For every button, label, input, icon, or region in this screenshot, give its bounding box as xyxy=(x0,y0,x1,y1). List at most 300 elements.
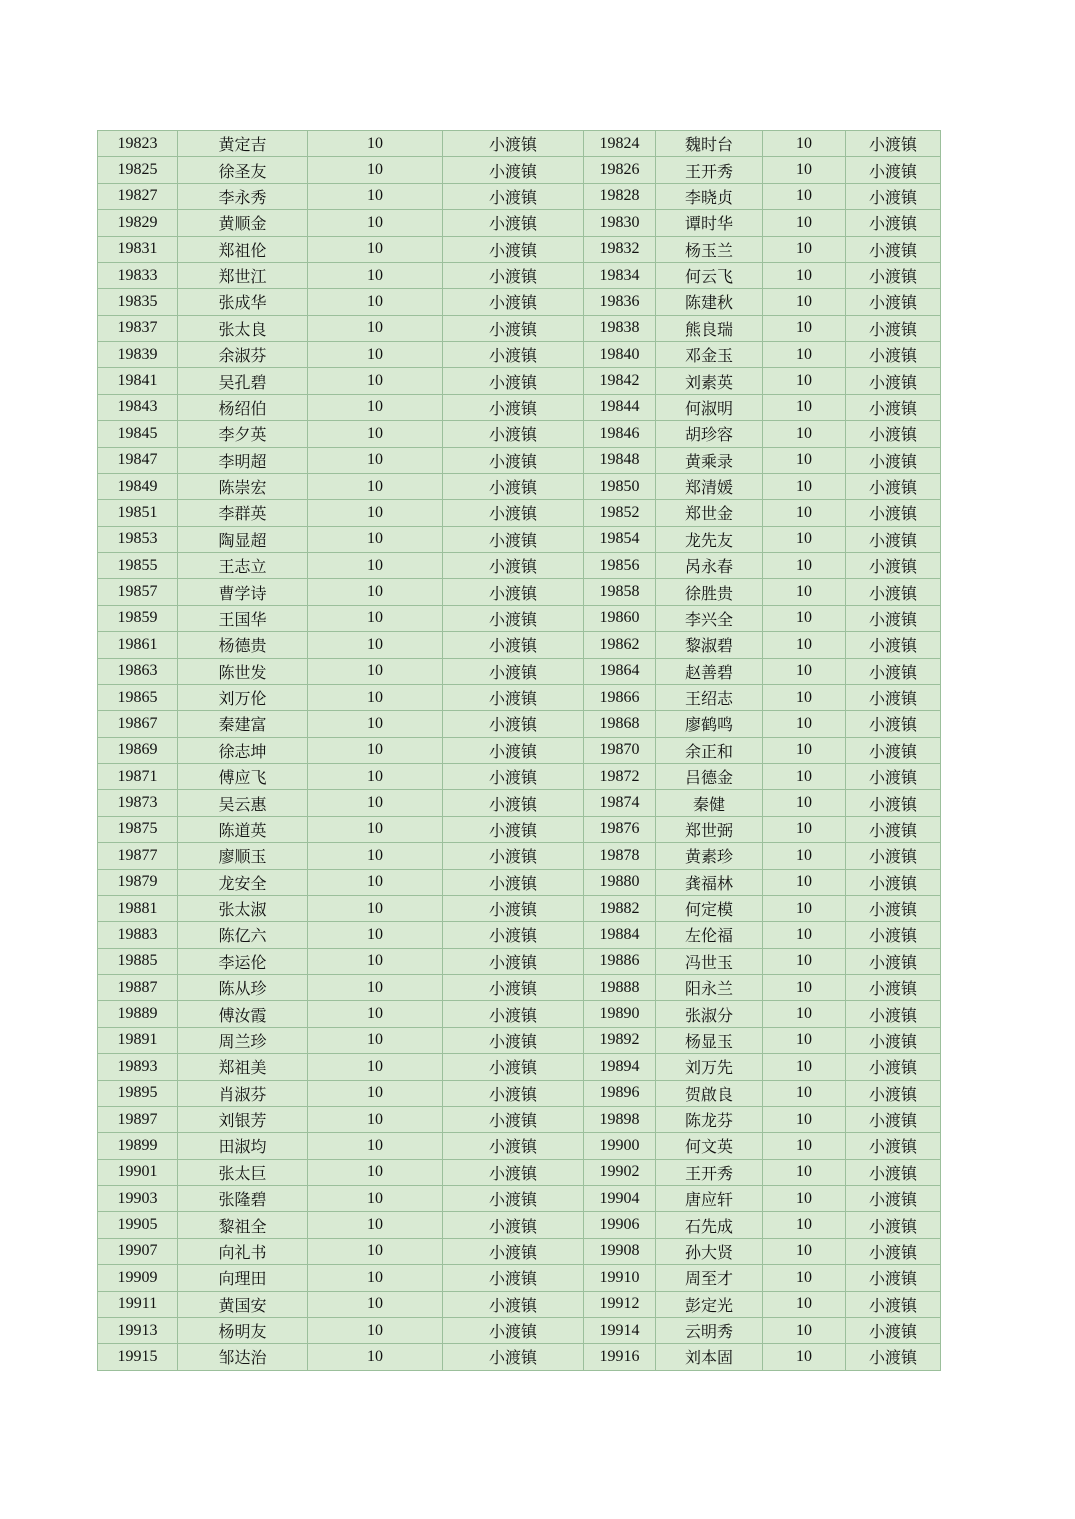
table-row xyxy=(98,684,941,710)
table-row xyxy=(98,1133,941,1159)
town-cell: 小渡镇 xyxy=(443,131,584,157)
amount-cell: 10 xyxy=(763,368,846,394)
town-cell: 小渡镇 xyxy=(443,1106,584,1132)
name-cell: 秦建富 xyxy=(178,711,308,737)
name-cell: 杨显玉 xyxy=(656,1027,763,1053)
name-cell: 王绍志 xyxy=(656,684,763,710)
amount-cell: 10 xyxy=(308,658,443,684)
id-cell: 19872 xyxy=(584,764,656,790)
id-cell: 19849 xyxy=(98,473,178,499)
amount-cell: 10 xyxy=(763,342,846,368)
amount-cell: 10 xyxy=(763,394,846,420)
town-cell: 小渡镇 xyxy=(846,869,941,895)
amount-cell: 10 xyxy=(308,711,443,737)
id-cell: 19890 xyxy=(584,1001,656,1027)
table-row xyxy=(98,1344,941,1370)
town-cell: 小渡镇 xyxy=(443,394,584,420)
table-row xyxy=(98,1212,941,1238)
name-cell: 郑清媛 xyxy=(656,473,763,499)
id-cell: 19844 xyxy=(584,394,656,420)
id-cell: 19880 xyxy=(584,869,656,895)
id-cell: 19869 xyxy=(98,737,178,763)
town-cell: 小渡镇 xyxy=(443,737,584,763)
id-cell: 19903 xyxy=(98,1186,178,1212)
town-cell: 小渡镇 xyxy=(443,764,584,790)
id-cell: 19853 xyxy=(98,526,178,552)
town-cell: 小渡镇 xyxy=(846,236,941,262)
amount-cell: 10 xyxy=(308,1106,443,1132)
table-row xyxy=(98,922,941,948)
id-cell: 19893 xyxy=(98,1054,178,1080)
amount-cell: 10 xyxy=(308,526,443,552)
amount-cell: 10 xyxy=(308,1054,443,1080)
amount-cell: 10 xyxy=(763,289,846,315)
table-row xyxy=(98,658,941,684)
amount-cell: 10 xyxy=(763,1133,846,1159)
town-cell: 小渡镇 xyxy=(443,262,584,288)
town-cell: 小渡镇 xyxy=(443,368,584,394)
id-cell: 19909 xyxy=(98,1265,178,1291)
amount-cell: 10 xyxy=(308,1001,443,1027)
amount-cell: 10 xyxy=(308,183,443,209)
town-cell: 小渡镇 xyxy=(846,447,941,473)
name-cell: 徐圣友 xyxy=(178,157,308,183)
table-row xyxy=(98,157,941,183)
name-cell: 徐胜贵 xyxy=(656,579,763,605)
amount-cell: 10 xyxy=(308,1238,443,1264)
town-cell: 小渡镇 xyxy=(443,1317,584,1343)
name-cell: 黄顺金 xyxy=(178,210,308,236)
id-cell: 19906 xyxy=(584,1212,656,1238)
amount-cell: 10 xyxy=(308,553,443,579)
name-cell: 黄定吉 xyxy=(178,131,308,157)
amount-cell: 10 xyxy=(763,737,846,763)
id-cell: 19886 xyxy=(584,948,656,974)
name-cell: 张太良 xyxy=(178,315,308,341)
name-cell: 贺啟良 xyxy=(656,1080,763,1106)
town-cell: 小渡镇 xyxy=(443,948,584,974)
id-cell: 19891 xyxy=(98,1027,178,1053)
name-cell: 肖淑芬 xyxy=(178,1080,308,1106)
id-cell: 19895 xyxy=(98,1080,178,1106)
id-cell: 19900 xyxy=(584,1133,656,1159)
town-cell: 小渡镇 xyxy=(846,684,941,710)
id-cell: 19868 xyxy=(584,711,656,737)
name-cell: 邓金玉 xyxy=(656,342,763,368)
id-cell: 19862 xyxy=(584,632,656,658)
town-cell: 小渡镇 xyxy=(443,658,584,684)
amount-cell: 10 xyxy=(308,632,443,658)
town-cell: 小渡镇 xyxy=(846,1001,941,1027)
name-cell: 谭时华 xyxy=(656,210,763,236)
id-cell: 19897 xyxy=(98,1106,178,1132)
amount-cell: 10 xyxy=(763,421,846,447)
id-cell: 19870 xyxy=(584,737,656,763)
town-cell: 小渡镇 xyxy=(846,843,941,869)
amount-cell: 10 xyxy=(308,1317,443,1343)
table-row xyxy=(98,895,941,921)
name-cell: 杨绍伯 xyxy=(178,394,308,420)
amount-cell: 10 xyxy=(763,579,846,605)
town-cell: 小渡镇 xyxy=(846,342,941,368)
town-cell: 小渡镇 xyxy=(846,183,941,209)
name-cell: 陈亿六 xyxy=(178,922,308,948)
table-row xyxy=(98,1001,941,1027)
name-cell: 胡珍容 xyxy=(656,421,763,447)
town-cell: 小渡镇 xyxy=(846,579,941,605)
name-cell: 何云飞 xyxy=(656,262,763,288)
amount-cell: 10 xyxy=(308,1265,443,1291)
name-cell: 龚福林 xyxy=(656,869,763,895)
table-row xyxy=(98,579,941,605)
town-cell: 小渡镇 xyxy=(443,500,584,526)
amount-cell: 10 xyxy=(308,289,443,315)
id-cell: 19832 xyxy=(584,236,656,262)
town-cell: 小渡镇 xyxy=(443,1265,584,1291)
town-cell: 小渡镇 xyxy=(846,1186,941,1212)
table-row xyxy=(98,421,941,447)
table-row xyxy=(98,764,941,790)
town-cell: 小渡镇 xyxy=(443,1054,584,1080)
amount-cell: 10 xyxy=(308,816,443,842)
name-cell: 龙安全 xyxy=(178,869,308,895)
name-cell: 陈建秋 xyxy=(656,289,763,315)
amount-cell: 10 xyxy=(763,816,846,842)
table-row xyxy=(98,632,941,658)
table-row xyxy=(98,315,941,341)
id-cell: 19829 xyxy=(98,210,178,236)
town-cell: 小渡镇 xyxy=(846,368,941,394)
town-cell: 小渡镇 xyxy=(443,1159,584,1185)
name-cell: 彭定光 xyxy=(656,1291,763,1317)
amount-cell: 10 xyxy=(763,1344,846,1370)
town-cell: 小渡镇 xyxy=(443,1133,584,1159)
id-cell: 19861 xyxy=(98,632,178,658)
name-cell: 秦健 xyxy=(656,790,763,816)
amount-cell: 10 xyxy=(308,157,443,183)
name-cell: 田淑均 xyxy=(178,1133,308,1159)
name-cell: 李明超 xyxy=(178,447,308,473)
table-row xyxy=(98,553,941,579)
town-cell: 小渡镇 xyxy=(846,632,941,658)
id-cell: 19856 xyxy=(584,553,656,579)
name-cell: 阳永兰 xyxy=(656,975,763,1001)
table-row xyxy=(98,262,941,288)
table-row xyxy=(98,500,941,526)
name-cell: 黄素珍 xyxy=(656,843,763,869)
town-cell: 小渡镇 xyxy=(443,869,584,895)
amount-cell: 10 xyxy=(763,1054,846,1080)
name-cell: 陈世发 xyxy=(178,658,308,684)
id-cell: 19866 xyxy=(584,684,656,710)
name-cell: 郑世金 xyxy=(656,500,763,526)
amount-cell: 10 xyxy=(763,183,846,209)
id-cell: 19894 xyxy=(584,1054,656,1080)
name-cell: 石先成 xyxy=(656,1212,763,1238)
name-cell: 呙永春 xyxy=(656,553,763,579)
name-cell: 向理田 xyxy=(178,1265,308,1291)
id-cell: 19871 xyxy=(98,764,178,790)
amount-cell: 10 xyxy=(308,1186,443,1212)
town-cell: 小渡镇 xyxy=(846,1159,941,1185)
id-cell: 19835 xyxy=(98,289,178,315)
amount-cell: 10 xyxy=(763,236,846,262)
town-cell: 小渡镇 xyxy=(443,421,584,447)
id-cell: 19826 xyxy=(584,157,656,183)
id-cell: 19823 xyxy=(98,131,178,157)
town-cell: 小渡镇 xyxy=(846,289,941,315)
amount-cell: 10 xyxy=(308,764,443,790)
town-cell: 小渡镇 xyxy=(846,421,941,447)
id-cell: 19905 xyxy=(98,1212,178,1238)
id-cell: 19850 xyxy=(584,473,656,499)
amount-cell: 10 xyxy=(763,895,846,921)
town-cell: 小渡镇 xyxy=(443,1186,584,1212)
table-row xyxy=(98,711,941,737)
table-row xyxy=(98,1080,941,1106)
amount-cell: 10 xyxy=(308,262,443,288)
name-cell: 左伦福 xyxy=(656,922,763,948)
id-cell: 19854 xyxy=(584,526,656,552)
id-cell: 19825 xyxy=(98,157,178,183)
name-cell: 云明秀 xyxy=(656,1317,763,1343)
id-cell: 19875 xyxy=(98,816,178,842)
town-cell: 小渡镇 xyxy=(443,895,584,921)
id-cell: 19863 xyxy=(98,658,178,684)
town-cell: 小渡镇 xyxy=(846,764,941,790)
name-cell: 曹学诗 xyxy=(178,579,308,605)
amount-cell: 10 xyxy=(308,473,443,499)
name-cell: 王国华 xyxy=(178,605,308,631)
town-cell: 小渡镇 xyxy=(443,1080,584,1106)
amount-cell: 10 xyxy=(763,632,846,658)
amount-cell: 10 xyxy=(308,948,443,974)
id-cell: 19879 xyxy=(98,869,178,895)
id-cell: 19859 xyxy=(98,605,178,631)
town-cell: 小渡镇 xyxy=(443,1238,584,1264)
id-cell: 19889 xyxy=(98,1001,178,1027)
table-row xyxy=(98,869,941,895)
amount-cell: 10 xyxy=(763,131,846,157)
roster-table xyxy=(97,130,941,1371)
town-cell: 小渡镇 xyxy=(443,790,584,816)
id-cell: 19901 xyxy=(98,1159,178,1185)
town-cell: 小渡镇 xyxy=(846,394,941,420)
amount-cell: 10 xyxy=(763,1265,846,1291)
amount-cell: 10 xyxy=(308,1080,443,1106)
amount-cell: 10 xyxy=(308,605,443,631)
amount-cell: 10 xyxy=(308,869,443,895)
id-cell: 19846 xyxy=(584,421,656,447)
town-cell: 小渡镇 xyxy=(846,1317,941,1343)
name-cell: 王开秀 xyxy=(656,1159,763,1185)
table-row xyxy=(98,131,941,157)
town-cell: 小渡镇 xyxy=(846,500,941,526)
town-cell: 小渡镇 xyxy=(443,922,584,948)
amount-cell: 10 xyxy=(308,210,443,236)
name-cell: 杨玉兰 xyxy=(656,236,763,262)
amount-cell: 10 xyxy=(308,315,443,341)
id-cell: 19902 xyxy=(584,1159,656,1185)
amount-cell: 10 xyxy=(308,790,443,816)
amount-cell: 10 xyxy=(308,1159,443,1185)
town-cell: 小渡镇 xyxy=(846,1133,941,1159)
table-row xyxy=(98,210,941,236)
name-cell: 刘本固 xyxy=(656,1344,763,1370)
id-cell: 19831 xyxy=(98,236,178,262)
town-cell: 小渡镇 xyxy=(846,816,941,842)
id-cell: 19907 xyxy=(98,1238,178,1264)
id-cell: 19848 xyxy=(584,447,656,473)
town-cell: 小渡镇 xyxy=(443,684,584,710)
name-cell: 刘万伦 xyxy=(178,684,308,710)
id-cell: 19876 xyxy=(584,816,656,842)
name-cell: 周兰珍 xyxy=(178,1027,308,1053)
id-cell: 19885 xyxy=(98,948,178,974)
amount-cell: 10 xyxy=(763,764,846,790)
id-cell: 19842 xyxy=(584,368,656,394)
roster-table-body xyxy=(98,131,941,1371)
town-cell: 小渡镇 xyxy=(443,553,584,579)
id-cell: 19840 xyxy=(584,342,656,368)
amount-cell: 10 xyxy=(763,869,846,895)
town-cell: 小渡镇 xyxy=(443,183,584,209)
amount-cell: 10 xyxy=(308,368,443,394)
id-cell: 19883 xyxy=(98,922,178,948)
amount-cell: 10 xyxy=(308,737,443,763)
amount-cell: 10 xyxy=(763,843,846,869)
table-row xyxy=(98,737,941,763)
amount-cell: 10 xyxy=(763,658,846,684)
id-cell: 19908 xyxy=(584,1238,656,1264)
amount-cell: 10 xyxy=(308,895,443,921)
name-cell: 何文英 xyxy=(656,1133,763,1159)
name-cell: 龙先友 xyxy=(656,526,763,552)
table-row xyxy=(98,1027,941,1053)
table-row xyxy=(98,843,941,869)
town-cell: 小渡镇 xyxy=(443,1027,584,1053)
town-cell: 小渡镇 xyxy=(443,632,584,658)
id-cell: 19824 xyxy=(584,131,656,157)
name-cell: 杨明友 xyxy=(178,1317,308,1343)
name-cell: 刘万先 xyxy=(656,1054,763,1080)
name-cell: 傅汝霞 xyxy=(178,1001,308,1027)
amount-cell: 10 xyxy=(308,684,443,710)
name-cell: 何定模 xyxy=(656,895,763,921)
town-cell: 小渡镇 xyxy=(443,1344,584,1370)
name-cell: 何淑明 xyxy=(656,394,763,420)
amount-cell: 10 xyxy=(763,1317,846,1343)
town-cell: 小渡镇 xyxy=(443,315,584,341)
amount-cell: 10 xyxy=(308,342,443,368)
name-cell: 王志立 xyxy=(178,553,308,579)
amount-cell: 10 xyxy=(308,421,443,447)
name-cell: 赵善碧 xyxy=(656,658,763,684)
table-row xyxy=(98,447,941,473)
town-cell: 小渡镇 xyxy=(846,1265,941,1291)
id-cell: 19912 xyxy=(584,1291,656,1317)
table-row xyxy=(98,1106,941,1132)
table-row xyxy=(98,816,941,842)
town-cell: 小渡镇 xyxy=(846,157,941,183)
amount-cell: 10 xyxy=(763,1238,846,1264)
table-row xyxy=(98,790,941,816)
amount-cell: 10 xyxy=(763,210,846,236)
id-cell: 19830 xyxy=(584,210,656,236)
amount-cell: 10 xyxy=(308,975,443,1001)
table-row xyxy=(98,1317,941,1343)
name-cell: 郑祖伦 xyxy=(178,236,308,262)
amount-cell: 10 xyxy=(763,157,846,183)
name-cell: 黎淑碧 xyxy=(656,632,763,658)
town-cell: 小渡镇 xyxy=(443,473,584,499)
name-cell: 徐志坤 xyxy=(178,737,308,763)
town-cell: 小渡镇 xyxy=(846,131,941,157)
amount-cell: 10 xyxy=(763,1291,846,1317)
town-cell: 小渡镇 xyxy=(846,658,941,684)
table-row xyxy=(98,526,941,552)
town-cell: 小渡镇 xyxy=(846,210,941,236)
name-cell: 杨德贵 xyxy=(178,632,308,658)
name-cell: 郑世江 xyxy=(178,262,308,288)
table-row xyxy=(98,236,941,262)
name-cell: 黎祖全 xyxy=(178,1212,308,1238)
table-row xyxy=(98,473,941,499)
table-row xyxy=(98,1186,941,1212)
name-cell: 周至才 xyxy=(656,1265,763,1291)
id-cell: 19896 xyxy=(584,1080,656,1106)
amount-cell: 10 xyxy=(763,1212,846,1238)
town-cell: 小渡镇 xyxy=(846,1054,941,1080)
name-cell: 黄乘录 xyxy=(656,447,763,473)
id-cell: 19910 xyxy=(584,1265,656,1291)
amount-cell: 10 xyxy=(308,447,443,473)
town-cell: 小渡镇 xyxy=(846,262,941,288)
amount-cell: 10 xyxy=(763,922,846,948)
id-cell: 19878 xyxy=(584,843,656,869)
name-cell: 陈从珍 xyxy=(178,975,308,1001)
id-cell: 19892 xyxy=(584,1027,656,1053)
town-cell: 小渡镇 xyxy=(443,605,584,631)
id-cell: 19843 xyxy=(98,394,178,420)
amount-cell: 10 xyxy=(308,500,443,526)
amount-cell: 10 xyxy=(763,1080,846,1106)
amount-cell: 10 xyxy=(763,1001,846,1027)
amount-cell: 10 xyxy=(763,1027,846,1053)
amount-cell: 10 xyxy=(763,605,846,631)
amount-cell: 10 xyxy=(308,394,443,420)
table-row xyxy=(98,975,941,1001)
name-cell: 刘银芳 xyxy=(178,1106,308,1132)
town-cell: 小渡镇 xyxy=(443,816,584,842)
id-cell: 19841 xyxy=(98,368,178,394)
town-cell: 小渡镇 xyxy=(846,895,941,921)
town-cell: 小渡镇 xyxy=(443,157,584,183)
amount-cell: 10 xyxy=(763,526,846,552)
name-cell: 余正和 xyxy=(656,737,763,763)
name-cell: 陶显超 xyxy=(178,526,308,552)
id-cell: 19915 xyxy=(98,1344,178,1370)
name-cell: 王开秀 xyxy=(656,157,763,183)
id-cell: 19852 xyxy=(584,500,656,526)
amount-cell: 10 xyxy=(308,922,443,948)
town-cell: 小渡镇 xyxy=(846,553,941,579)
name-cell: 李运伦 xyxy=(178,948,308,974)
id-cell: 19888 xyxy=(584,975,656,1001)
id-cell: 19877 xyxy=(98,843,178,869)
amount-cell: 10 xyxy=(763,553,846,579)
id-cell: 19858 xyxy=(584,579,656,605)
